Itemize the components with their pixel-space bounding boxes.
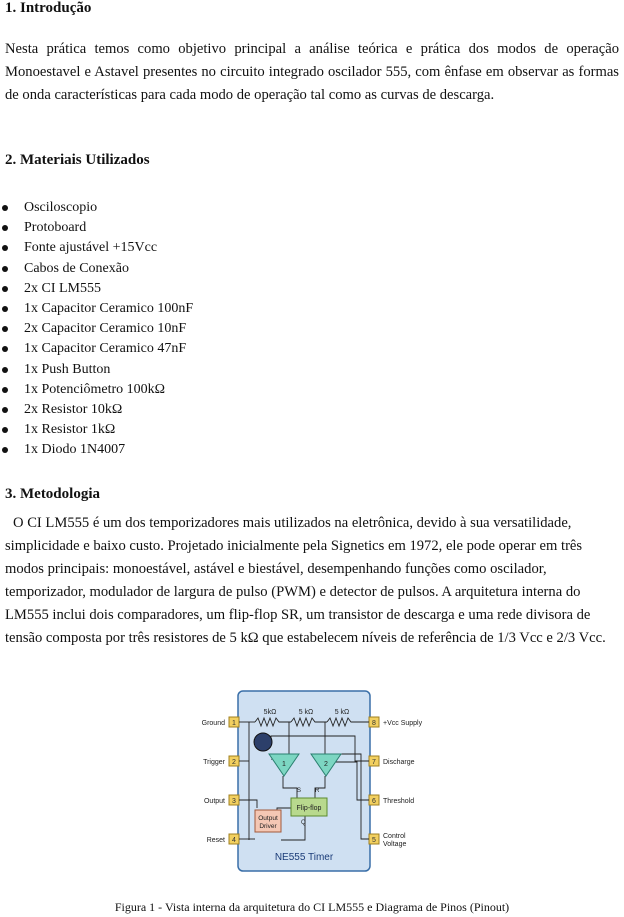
pin-number: 8 <box>372 720 376 727</box>
ne555-diagram <box>197 690 429 872</box>
pin-number: 5 <box>372 837 376 844</box>
ff-r-label: R <box>315 788 320 794</box>
pin-label: Discharge <box>383 759 415 766</box>
pin-label: Ground <box>201 720 225 727</box>
materials-list-item <box>0 238 193 258</box>
pin-number: 1 <box>232 720 236 727</box>
resistor-label: 5 kΩ <box>334 709 350 716</box>
methodology-paragraph: O CI LM555 é um dos temporizadores mais utilizados na eletrônica, devido à sua versatilidade, simplicidade e baixo custo. Projetado inicialmente pela Signetics em 1972, ele pode operar em três modos principais: monoestável, astável e biestável, desempenhando funções como oscilador, temporizador, modulador de largura de pulso (PWM) e detector de pulsos. A arquitetura interna do LM555 inclui dois comparadores, um flip-flop SR, um transistor de descarga e uma rede divisora de tensão composta por três resistores de 5 kΩ que estabelecem níveis de referência de 1/3 Vcc e 2/3 Vcc. <box>5 515 606 646</box>
materials-list-item <box>0 400 193 420</box>
pin-label: Control <box>383 833 406 840</box>
section-heading-materiais: 2. Materiais Utilizados <box>5 152 150 168</box>
materials-list-item <box>0 299 193 319</box>
bullet-icon <box>2 447 8 453</box>
materials-list-item <box>0 339 193 359</box>
pin-label: Reset <box>206 837 225 844</box>
materials-item-text: 2x Resistor 10kΩ <box>24 401 123 417</box>
pin-number: 7 <box>372 759 376 766</box>
materials-item-text: 1x Capacitor Ceramico 100nF <box>24 300 194 316</box>
materials-list-item <box>0 279 193 299</box>
materials-item-text: Cabos de Conexão <box>24 260 129 276</box>
materials-list-item <box>0 360 193 380</box>
materials-list-item <box>0 440 193 460</box>
bullet-icon <box>2 266 8 272</box>
bullet-icon <box>2 306 8 312</box>
section-heading-introducao: 1. Introdução <box>5 0 92 16</box>
pin-label: Output <box>203 798 225 805</box>
pin-label: Trigger <box>203 759 225 766</box>
bullet-icon <box>2 286 8 292</box>
bullet-icon <box>2 346 8 352</box>
chip-label: NE555 Timer <box>274 852 334 863</box>
materials-item-text: 1x Push Button <box>24 361 111 377</box>
materials-item-text: 2x Capacitor Ceramico 10nF <box>24 321 187 337</box>
resistor-label: 5 kΩ <box>298 709 314 716</box>
pin-number: 3 <box>232 798 236 805</box>
section-heading-metodologia: 3. Metodologia <box>5 486 100 502</box>
bullet-icon <box>2 245 8 251</box>
materials-list <box>0 198 193 460</box>
materials-item-text: Fonte ajustável +15Vcc <box>24 240 158 256</box>
materials-list-item <box>0 420 193 440</box>
materials-item-text: 2x CI LM555 <box>24 280 101 296</box>
driver-label-line2: Driver <box>259 823 277 830</box>
figure-caption: Figura 1 - Vista interna da arquitetura do CI LM555 e Diagrama de Pinos (Pinout) <box>114 900 510 914</box>
bullet-icon <box>2 225 8 231</box>
bullet-icon <box>2 205 8 211</box>
ne555-diagram-figure <box>197 690 429 872</box>
materials-list-item <box>0 198 193 218</box>
resistor-label: 5kΩ <box>263 709 277 716</box>
pin-number: 6 <box>372 798 376 805</box>
driver-label-line1: Output <box>258 815 278 822</box>
comparator-1-label: 1 <box>282 761 286 768</box>
npn-transistor <box>254 733 272 751</box>
pin-number: 4 <box>232 837 236 844</box>
materials-list-item <box>0 380 193 400</box>
flip-flop-label: Flip-flop <box>296 805 322 812</box>
bullet-icon <box>2 387 8 393</box>
bullet-icon <box>2 407 8 413</box>
materials-item-text: Protoboard <box>24 220 87 236</box>
bullet-icon <box>2 367 8 373</box>
pin-label: Threshold <box>383 798 415 805</box>
materials-item-text: 1x Diodo 1N4007 <box>24 442 126 458</box>
ff-q-label: Q <box>301 820 306 826</box>
bullet-icon <box>2 427 8 433</box>
bullet-icon <box>2 326 8 332</box>
materials-list-item <box>0 218 193 238</box>
materials-item-text: Osciloscopio <box>24 200 98 215</box>
pin-label: Voltage <box>383 841 407 848</box>
intro-paragraph: Nesta prática temos como objetivo principal a análise teórica e prática dos modos de operação Monoestavel e Astavel presentes no circuito integrado oscilador 555, com ênfase em observar as formas de onda características para cada modo de operação tal como as curvas de descarga. <box>5 41 619 103</box>
materials-item-text: 1x Potenciômetro 100kΩ <box>24 381 166 397</box>
materials-item-text: 1x Resistor 1kΩ <box>24 422 116 438</box>
materials-list-item <box>0 319 193 339</box>
ff-s-label: S <box>297 788 302 794</box>
materials-item-text: 1x Capacitor Ceramico 47nF <box>24 341 187 357</box>
pin-number: 2 <box>232 759 236 766</box>
comparator-2-label: 2 <box>324 761 328 768</box>
materials-list-item <box>0 259 193 279</box>
pin-label: +Vcc Supply <box>383 720 423 727</box>
